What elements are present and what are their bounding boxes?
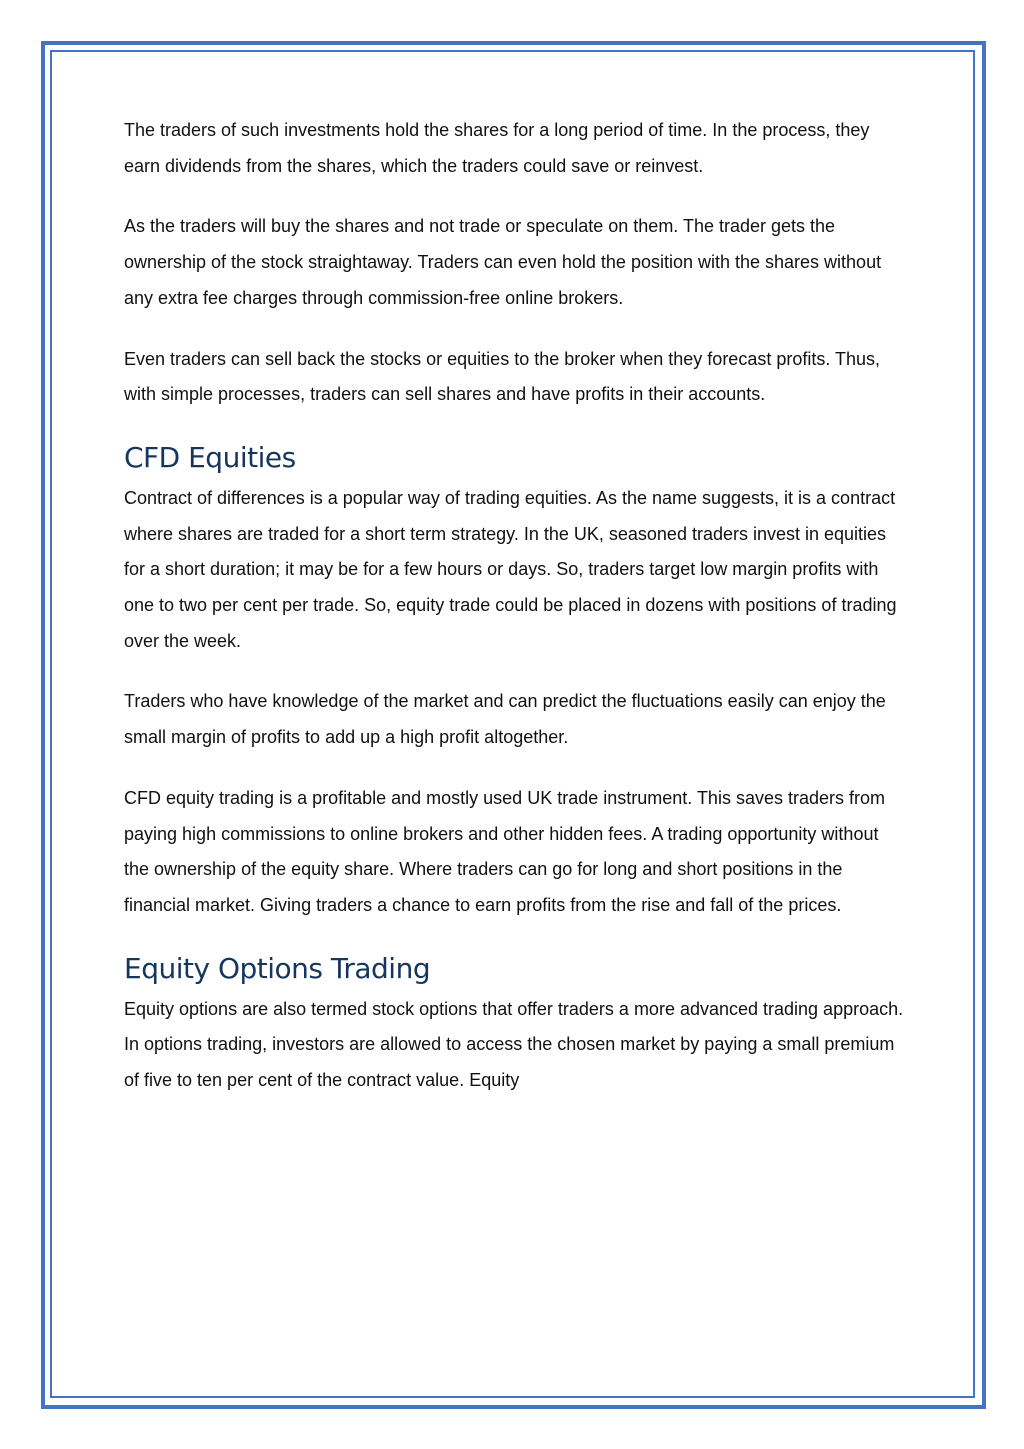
intro-paragraph-3: Even traders can sell back the stocks or equities to the broker when they forecast profits. Thus, with simple processes, traders can sell shares and have profits in their accounts. — [124, 348, 881, 405]
cfd-paragraph-2: Traders who have knowledge of the market and can predict the fluctuations easily can enjoy the small margin of profits to add up a high profit altogether. — [124, 691, 886, 748]
options-paragraph-1: Equity options are also termed stock options that offer traders a more advanced trading approach. In options trading, investors are allowed to access the chosen market by paying a small premium of five to ten per cent of the contract value. Equity — [124, 998, 904, 1091]
cfd-paragraph-1: Contract of differences is a popular way of trading equities. As the name suggests, it is a contract where shares are traded for a short term strategy. In the UK, seasoned traders invest in equities for a short duration; it may be for a few hours or days. So, traders target low margin profits with one to two per cent per trade. So, equity trade could be placed in dozens with positions of trading over the week. — [124, 487, 897, 651]
intro-paragraph-2: As the traders will buy the shares and not trade or speculate on them. The trader gets the ownership of the stock straightaway. Traders can even hold the position with the shares without any extra fee charges through commission-free online brokers. — [124, 216, 882, 308]
intro-paragraph-1: The traders of such investments hold the shares for a long period of time. In the process, they earn dividends from the shares, which the traders could save or reinvest. — [124, 120, 870, 176]
section-heading-cfd-equities: CFD Equities — [124, 440, 296, 474]
section-heading-equity-options-trading: Equity Options Trading — [124, 951, 431, 985]
document-body — [124, 113, 904, 1124]
cfd-paragraph-3: CFD equity trading is a profitable and mostly used UK trade instrument. This saves traders from paying high commissions to online brokers and other hidden fees. A trading opportunity without the ownership of the equity share. Where traders can go for long and short positions in the financial market. Giving traders a chance to earn profits from the rise and fall of the prices. — [124, 787, 885, 915]
